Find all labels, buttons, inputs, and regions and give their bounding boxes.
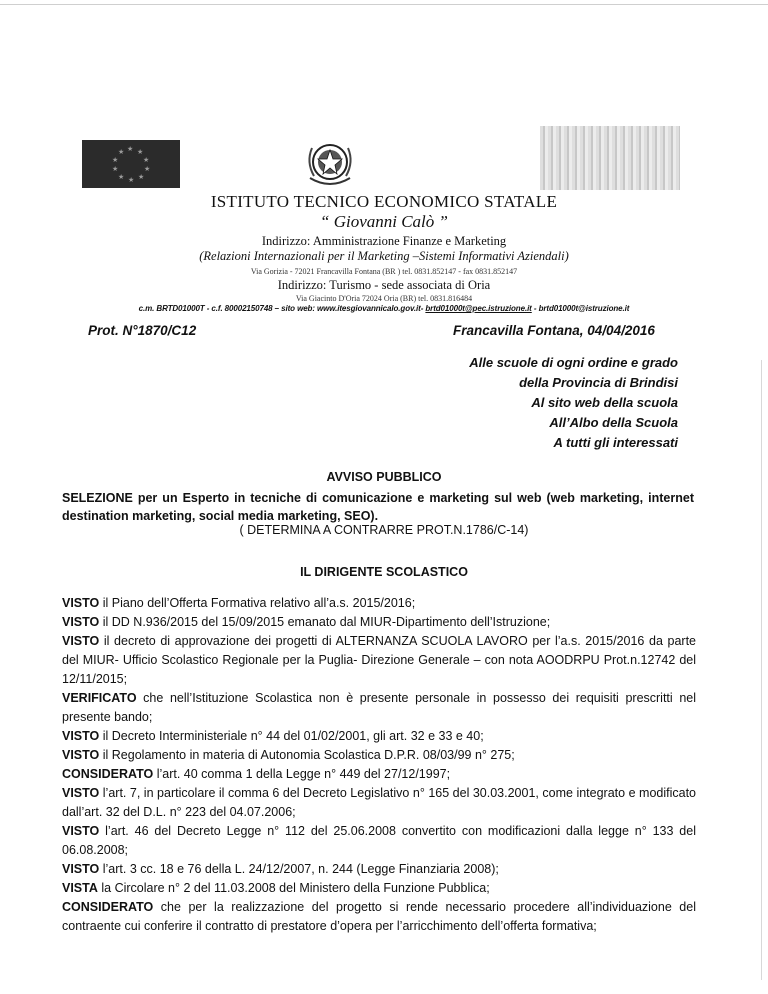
recital-text: la Circolare n° 2 del 11.03.2008 del Ministero della Funzione Pubblica; — [97, 881, 490, 895]
recipients-block — [378, 353, 678, 453]
recital-paragraph — [62, 822, 696, 860]
recital-text: l’art. 46 del Decreto Legge n° 112 del 25.06.2008 convertito con modificazioni dalla legge n° 133 del 06.08.2008; — [62, 824, 696, 857]
school-building-photo — [540, 126, 680, 190]
eu-flag-logo: ★ ★ ★ ★ ★ ★ ★ ★ ★ ★ — [82, 140, 180, 188]
school-codes-contacts — [0, 304, 768, 313]
recital-text: il DD N.936/2015 del 15/09/2015 emanato dal MIUR-Dipartimento dell’Istruzione; — [99, 615, 551, 629]
recipient-line: Al sito web della scuola — [531, 395, 678, 410]
selezione-lead: SELEZIONE — [62, 491, 133, 505]
recital-lead: VISTO — [62, 596, 100, 610]
italian-republic-emblem — [300, 138, 360, 190]
recital-paragraph — [62, 613, 696, 632]
recital-lead: VISTO — [62, 729, 100, 743]
recital-lead: VISTO — [62, 824, 100, 838]
recital-paragraph — [62, 879, 696, 898]
recital-text: che per la realizzazione del progetto si rende necessario procedere all’individuazione del contraente cui conferire il contratto di prestatore d’opera per l’arricchimento dell’offerta formativa; — [62, 900, 696, 933]
address-francavilla: Via Gorizia - 72021 Francavilla Fontana (BR ) tel. 0831.852147 - fax 0831.852147 — [250, 267, 518, 276]
dirigente-heading: IL DIRIGENTE SCOLASTICO — [300, 565, 468, 579]
indirizzo-primary-detail: (Relazioni Internazionali per il Marketing –Sistemi Informativi Aziendali) — [199, 249, 569, 263]
indirizzo-secondary: Indirizzo: Turismo - sede associata di Oria — [277, 278, 491, 292]
recital-paragraph — [62, 689, 696, 727]
place-date: Francavilla Fontana, 04/04/2016 — [453, 323, 655, 338]
recital-paragraph — [62, 727, 696, 746]
pec-email: brtd01000t@pec.istruzione.it — [425, 304, 532, 313]
recipient-line: della Provincia di Brindisi — [519, 375, 678, 390]
recital-text: il Piano dell’Offerta Formativa relativo all’a.s. 2015/2016; — [99, 596, 416, 610]
recital-text: che nell’Istituzione Scolastica non è presente personale in possesso dei requisiti prescritti nel presente bando; — [62, 691, 696, 724]
recital-text: il Decreto Interministeriale n° 44 del 01/02/2001, gli art. 32 e 33 e 40; — [99, 729, 484, 743]
recital-lead: CONSIDERATO — [62, 900, 154, 914]
recipient-line: A tutti gli interessati — [553, 435, 678, 450]
recital-lead: VISTO — [62, 786, 100, 800]
school-email: - brtd01000t@istruzione.it — [531, 304, 630, 313]
selezione-text: per un Esperto in tecniche di comunicazione e marketing sul web (web marketing, internet destination marketing, social media marketing, SEO). — [62, 491, 694, 523]
recital-lead: VISTO — [62, 634, 100, 648]
recital-paragraph — [62, 898, 696, 936]
determina-reference: ( DETERMINA A CONTRARRE PROT.N.1786/C-14) — [239, 523, 529, 537]
selezione-paragraph — [62, 489, 694, 525]
recital-paragraph — [62, 746, 696, 765]
protocol-number: Prot. N°1870/C12 — [88, 323, 197, 338]
recital-text: l’art. 40 comma 1 della Legge n° 449 del 27/12/1997; — [153, 767, 451, 781]
recital-lead: VISTO — [62, 748, 100, 762]
recital-paragraph — [62, 784, 696, 822]
recital-lead: VISTO — [62, 862, 100, 876]
indirizzo-primary: Indirizzo: Amministrazione Finanze e Marketing — [261, 234, 507, 248]
school-subtitle: “ Giovanni Calò ” — [320, 212, 448, 231]
recital-lead: VISTO — [62, 615, 100, 629]
address-oria: Via Giacinto D'Oria 72024 Oria (BR) tel. 0831.816484 — [295, 294, 473, 303]
recital-paragraph — [62, 860, 696, 879]
recipient-line: All’Albo della Scuola — [549, 415, 678, 430]
recital-lead: VISTA — [62, 881, 98, 895]
recital-paragraph — [62, 765, 696, 784]
recital-lead: CONSIDERATO — [62, 767, 154, 781]
recitals — [62, 594, 696, 936]
recital-paragraph — [62, 594, 696, 613]
recital-lead: VERIFICATO — [62, 691, 137, 705]
recital-text: il Regolamento in materia di Autonomia Scolastica D.P.R. 08/03/99 n° 275; — [99, 748, 515, 762]
recital-text: l’art. 7, in particolare il comma 6 del Decreto Legislativo n° 165 del 30.03.2001, come integrato e modificato dall’art. 32 del D.L. n° 223 del 04.07.2006; — [62, 786, 696, 819]
recital-text: l’art. 3 cc. 18 e 76 della L. 24/12/2007, n. 244 (Legge Finanziaria 2008); — [99, 862, 499, 876]
recital-paragraph — [62, 632, 696, 689]
scan-artifact-edge — [761, 360, 762, 980]
avviso-title: AVVISO PUBBLICO — [326, 470, 442, 484]
scan-artifact-line — [0, 4, 768, 5]
school-codes: c.m. BRTD01000T - c.f. 80002150748 – sito web: www.itesgiovannicalo.gov.it- — [138, 304, 426, 313]
recipient-line: Alle scuole di ogni ordine e grado — [469, 355, 678, 370]
recital-text: il decreto di approvazione dei progetti di ALTERNANZA SCUOLA LAVORO per l’a.s. 2015/2016 da parte del MIUR- Ufficio Scolastico Regionale per la Puglia- Direzione Generale – con nota AOODRPU Prot.n.12742 del 12/11/2015; — [62, 634, 696, 686]
school-name: ISTITUTO TECNICO ECONOMICO STATALE — [210, 192, 558, 211]
